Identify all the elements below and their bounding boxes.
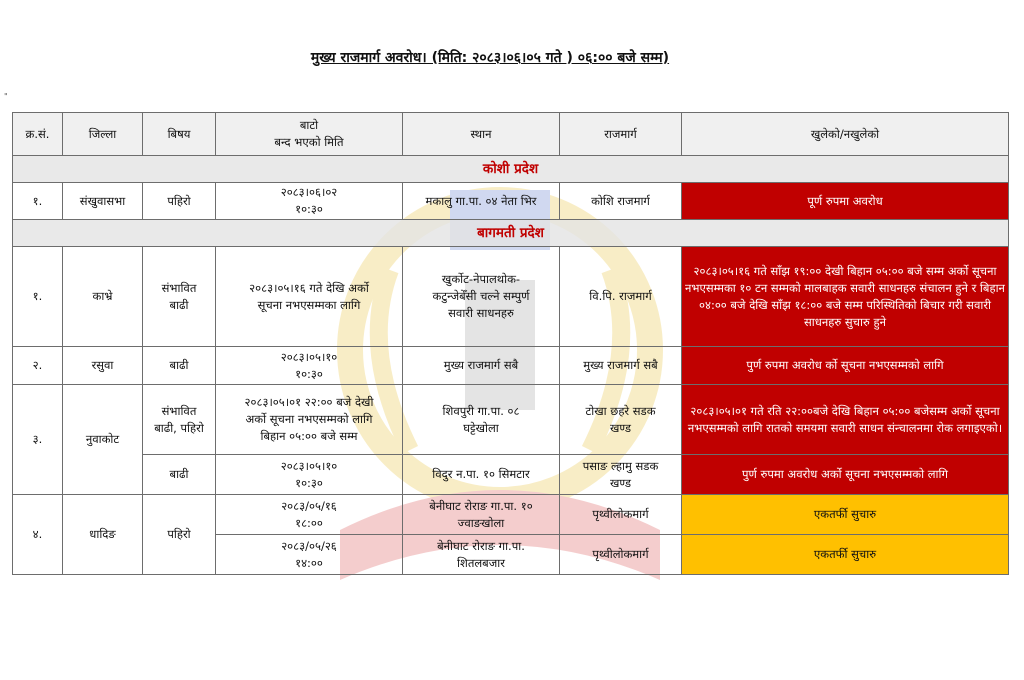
cell-subject: पहिरो — [143, 495, 216, 575]
header-status: खुलेको/नखुलेको — [682, 113, 1009, 156]
table-row — [13, 495, 1009, 535]
province-row-bagmati — [13, 220, 1009, 247]
province-row-koshi — [13, 156, 1009, 183]
header-highway: राजमार्ग — [560, 113, 682, 156]
cell-highway: पृथ्वीलोकमार्ग — [560, 535, 682, 575]
cell-date: २०८३।०५।१० १०:३० — [216, 347, 403, 385]
cell-district: काभ्रे — [63, 247, 143, 347]
cell-place: बेनीघाट रोराङ गा.पा. शितलबजार — [403, 535, 560, 575]
cell-date: २०८३।०५।१० १०:३० — [216, 455, 403, 495]
header-row — [13, 113, 1009, 156]
cell-place: बेनीघाट रोराङ गा.पा. १० ज्वाङखोला — [403, 495, 560, 535]
province-label: कोशी प्रदेश — [13, 156, 1009, 183]
page-title: मुख्य राजमार्ग अवरोध। (मिति: २०८३।०६।०५ गते ) ०६:०० बजे सम्म) — [310, 50, 670, 66]
cell-status-blocked: पुर्ण रुपमा अवरोध र्को सूचना नभएसम्मको लागि — [682, 347, 1009, 385]
table-row — [13, 247, 1009, 347]
cell-date: २०८३/०५/२६ १४:०० — [216, 535, 403, 575]
cell-highway: कोशि राजमार्ग — [560, 183, 682, 220]
cell-place: मुख्य राजमार्ग सबै — [403, 347, 560, 385]
cell-highway: पसाङ ल्हामु सडक खण्ड — [560, 455, 682, 495]
stray-mark: " — [4, 92, 8, 101]
cell-highway: टोखा छहरे सडक खण्ड — [560, 385, 682, 455]
road-blockage-table — [12, 112, 1009, 575]
cell-sn: १. — [13, 183, 63, 220]
cell-status-partial: एकतर्फी सुचारु — [682, 495, 1009, 535]
cell-subject: पहिरो — [143, 183, 216, 220]
cell-place: मकालु गा.पा. ०४ नेता भिर — [403, 183, 560, 220]
cell-subject: संभावित बाढी, पहिरो — [143, 385, 216, 455]
cell-subject: बाढी — [143, 347, 216, 385]
cell-sn: १. — [13, 247, 63, 347]
cell-place: विदुर न.पा. १० सिमटार — [403, 455, 560, 495]
cell-highway: मुख्य राजमार्ग सबै — [560, 347, 682, 385]
cell-status-partial: एकतर्फी सुचारु — [682, 535, 1009, 575]
cell-subject: बाढी — [143, 455, 216, 495]
cell-date: २०८३।०५।१६ गते देखि अर्को सूचना नभएसम्मका लागि — [216, 247, 403, 347]
cell-status-blocked: पूर्ण रुपमा अवरोध — [682, 183, 1009, 220]
cell-district: धादिङ — [63, 495, 143, 575]
header-date: बाटो बन्द भएको मिति — [216, 113, 403, 156]
province-label: बागमती प्रदेश — [13, 220, 1009, 247]
cell-status-blocked: पुर्ण रुपमा अवरोध अर्को सूचना नभएसम्मको लागि — [682, 455, 1009, 495]
cell-district: संखुवासभा — [63, 183, 143, 220]
table-row — [13, 455, 1009, 495]
cell-date: २०८३/०५/१६ १८:०० — [216, 495, 403, 535]
cell-sn: २. — [13, 347, 63, 385]
header-sn: क्र.सं. — [13, 113, 63, 156]
cell-sn: ४. — [13, 495, 63, 575]
cell-subject: संभावित बाढी — [143, 247, 216, 347]
cell-date: २०८३।०५।०१ २२:०० बजे देखी अर्को सूचना नभएसम्मको लागि बिहान ०५:०० बजे सम्म — [216, 385, 403, 455]
cell-date: २०८३।०६।०२ १०:३० — [216, 183, 403, 220]
header-subject: बिषय — [143, 113, 216, 156]
cell-district: रसुवा — [63, 347, 143, 385]
cell-status-blocked: २०८३।०५।०१ गते रति २२:००बजे देखि बिहान ०५:०० बजेसम्म अर्को सूचना नभएसम्मको लागि रातको समयमा सवारी साधन संन्चालनमा रोक लगाइएको। — [682, 385, 1009, 455]
table-row — [13, 183, 1009, 220]
cell-sn: ३. — [13, 385, 63, 495]
cell-place: शिवपुरी गा.पा. ०८ घट्टेखोला — [403, 385, 560, 455]
header-place: स्थान — [403, 113, 560, 156]
cell-status-blocked: २०८३।०५।१६ गते साँझ १९:०० देखी बिहान ०५:०० बजे सम्म अर्को सूचना नभएसम्मका १० टन सम्मको मालबाहक सवारी साधनहरु संचालन हुने र बिहान ०४:०० बजे देखि साँझ १८:०० बजे सम्म परिस्थितिको बिचार गरी सवारी साधनहरु सुचारु हुने — [682, 247, 1009, 347]
table-row — [13, 385, 1009, 455]
cell-place: खुर्कोट-नेपालथोक- कटुन्जेबेँसी चल्ने सम्पुर्ण सवारी साधनहरु — [403, 247, 560, 347]
table-row — [13, 347, 1009, 385]
header-district: जिल्ला — [63, 113, 143, 156]
cell-highway: पृथ्वीलोकमार्ग — [560, 495, 682, 535]
cell-highway: वि.पि. राजमार्ग — [560, 247, 682, 347]
cell-district: नुवाकोट — [63, 385, 143, 495]
